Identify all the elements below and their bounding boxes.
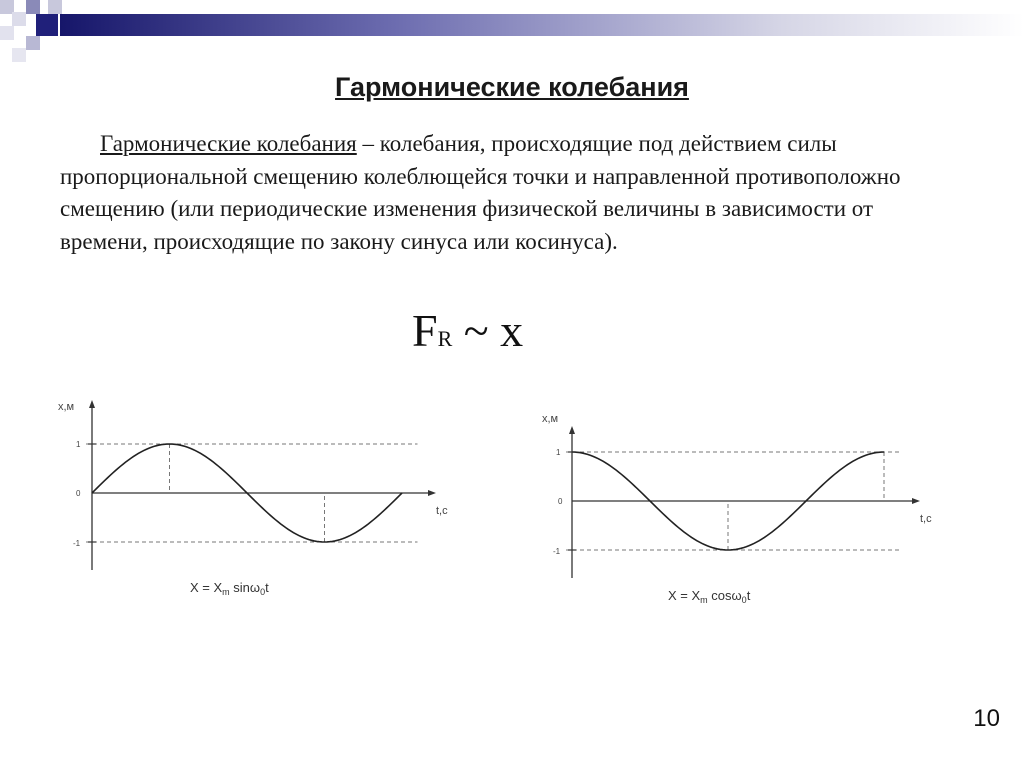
- deco-square: [48, 0, 62, 14]
- header-gradient-band: [60, 14, 1024, 36]
- y-axis-label: x,м: [542, 413, 559, 425]
- sine-graph: [40, 392, 480, 612]
- deco-square: [36, 14, 58, 36]
- x-axis-arrow: [428, 490, 436, 496]
- y-tick-label-0: 0: [76, 489, 81, 498]
- cosine-graph: [520, 400, 960, 620]
- y-tick-label-1: 1: [556, 448, 561, 457]
- definition-term: Гармонические колебания: [100, 131, 357, 156]
- y-tick-label-neg1: -1: [73, 539, 81, 548]
- y-axis-label: x,м: [58, 401, 75, 413]
- slide-title: Гармонические колебания: [335, 72, 689, 102]
- deco-square: [0, 0, 14, 14]
- x-axis-arrow: [912, 498, 920, 504]
- deco-square: [12, 12, 26, 26]
- x-axis-label: t,c: [436, 505, 448, 517]
- force-formula: [412, 304, 523, 364]
- cosine-equation: $X = X_m$ cosω$_0$t: [668, 588, 751, 605]
- deco-square: [26, 0, 40, 14]
- y-tick-label-0: 0: [558, 497, 563, 506]
- deco-square: [12, 48, 26, 62]
- slide-header-bar: [0, 0, 1024, 62]
- deco-square: [0, 26, 14, 40]
- sine-equation: $X = X_m$ sinω$_0$t: [190, 580, 269, 597]
- definition-paragraph: [60, 128, 940, 258]
- definition-text: – колебания, происходящие под действием силы пропорциональной смещению колеблющейся точки и направленной противоположно смещению (или периодические изменения физической величины в зависимости от времени, происходящие по закону синуса или косинуса).: [60, 131, 901, 254]
- formula-subscript: R: [437, 326, 453, 351]
- y-tick-label-neg1: -1: [553, 547, 561, 556]
- formula-main: F: [412, 305, 438, 356]
- x-axis-label: t,c: [920, 513, 932, 525]
- y-tick-label-1: 1: [76, 440, 81, 449]
- y-axis-arrow: [569, 426, 575, 434]
- y-axis-arrow: [89, 400, 95, 408]
- formula-rest: ~ x: [452, 305, 524, 356]
- deco-square: [26, 36, 40, 50]
- slide-number: 10: [973, 705, 1000, 732]
